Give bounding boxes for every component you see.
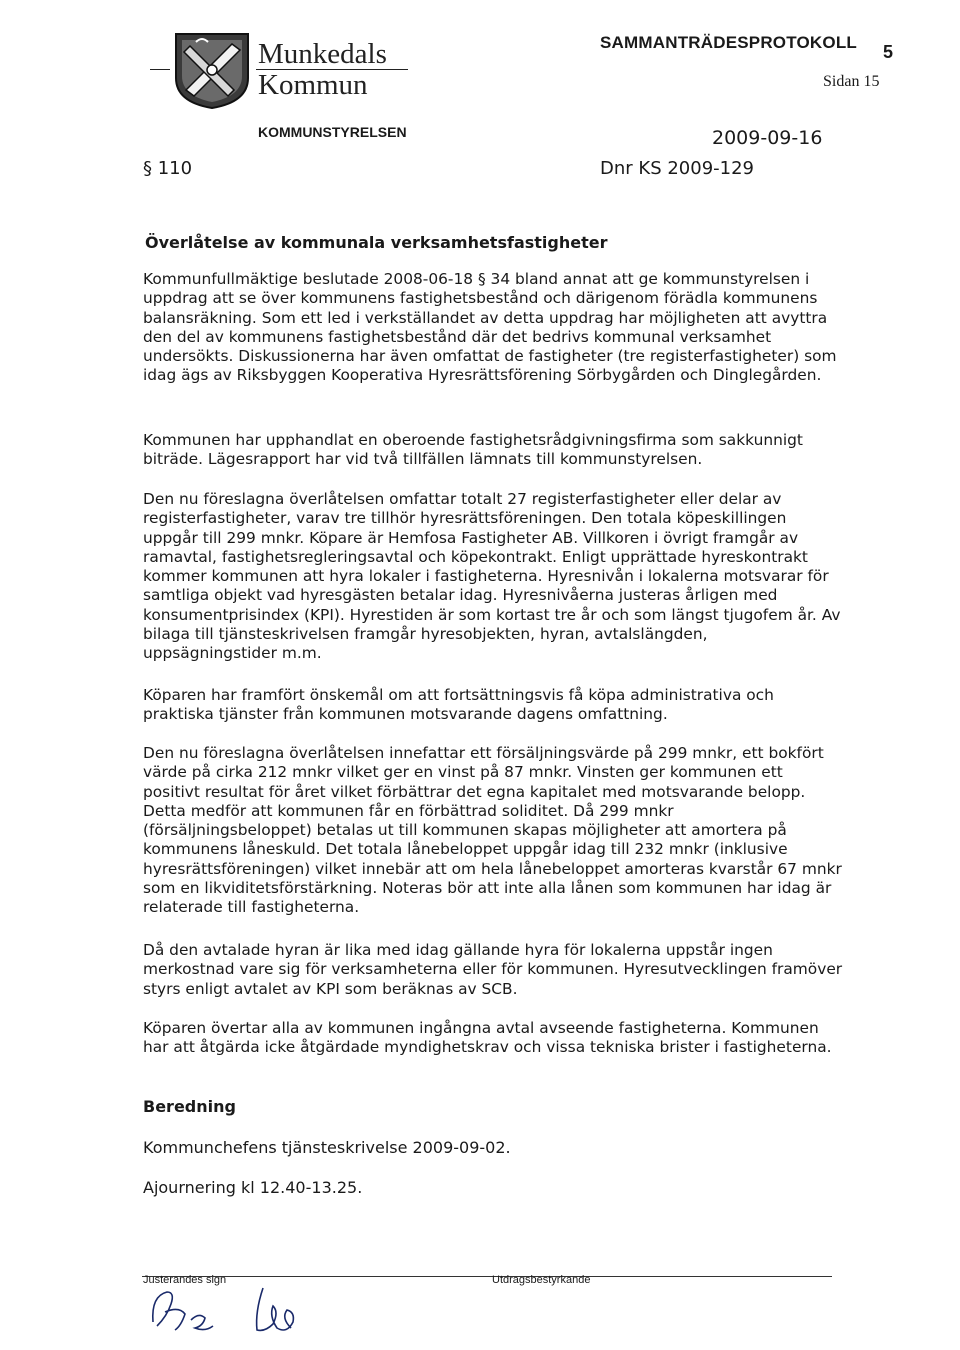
beredning-line-2: Ajournering kl 12.40-13.25. [143,1178,363,1197]
board-name: KOMMUNSTYRELSEN [258,124,407,140]
logo-rule-left [150,69,170,70]
paragraph-7: Köparen övertar alla av kommunen ingångna avtal avseende fastigheterna. Kommunen har att åtgärda icke åtgärdade myndighetskrav och vissa tekniska brister i fastigheterna. [143,1019,832,1057]
municipality-name-suffix: Kommun [258,69,368,101]
document-number: 5 [883,42,894,62]
section-heading-beredning: Beredning [143,1097,236,1116]
paragraph-4: Köparen har framfört önskemål om att fortsättningsvis få köpa administrativa och praktiska tjänster från kommunen motsvarande dagens omfattning. [143,686,774,724]
paragraph-5: Den nu föreslagna överlåtelsen innefattar ett försäljningsvärde på 299 mnkr, ett bokfört värde på cirka 212 mnkr vilket ger en vinst på 87 mnkr. Vinsten ger kommunen ett positivt resultat för året vilket förbättrar det egna kapitalet med motsvarande belopp. Detta medför att kommunen får en förbättrad soliditet. Då 299 mnkr (försäljningsbeloppet) betalas ut till kommunen skapas möjligheter att amortera på kommunens låneskuld. Det totala lånebeloppet uppgår idag till 232 mnkr (inklusive hyresrättsföreningen) vilket innebär att om hela lånebeloppet amorteras kvarstår 67 mnkr som en likviditetsförstärkning. Noteras bör att inte alla lånen som kommunen har idag är relaterade till fastigheterna. [143,744,842,917]
handwritten-signature [145,1282,325,1342]
footer-divider [142,1276,832,1277]
document-type: SAMMANTRÄDESPROTOKOLL [600,33,857,52]
diary-number: Dnr KS 2009-129 [600,158,755,179]
footer-label-signature: Justerandes sign [143,1274,227,1286]
page-label: Sidan 15 [823,73,880,90]
paragraph-3: Den nu föreslagna överlåtelsen omfattar totalt 27 registerfastigheter eller delar av registerfastigheter, varav tre tillhör hyresrättsföreningen. Den totala köpeskillingen uppgår till 299 mnkr. Köpare är Hemfosa Fastigheter AB. Villkoren i övrigt framgår av ramavtal, fastighetsregleringsavtal och köpekontrakt. Enligt upprättade hyreskontrakt kommer kommunen att hyra lokaler i fastigheterna. Hyresnivån i lokalerna motsvarar för samtliga objekt vad hyresgästen betalar idag. Hyresnivåerna justeras årligen med konsumentprisindex (KPI). Hyrestiden är som kortast tre år och som längst tjugofem år. Av bilaga till tjänsteskrivelsen framgår hyresobjekten, hyran, avtalslängden, uppsägningstider m.m. [143,490,841,663]
paragraph-6: Då den avtalade hyran är lika med idag gällande hyra för lokalerna uppstår ingen merkostnad vare sig för verksamheterna eller för kommunen. Hyresutvecklingen framöver styrs enligt avtalet av KPI som beräknas av SCB. [143,941,843,998]
municipality-name: Munkedals [258,38,387,70]
paragraph-2: Kommunen har upphandlat en oberoende fastighetsrådgivningsfirma som sakkunnigt biträde. Lägesrapport har vid två tillfällen lämnats till kommunstyrelsen. [143,431,803,469]
paragraph-number: § 110 [143,158,193,179]
paragraph-1: Kommunfullmäktige beslutade 2008-06-18 § 34 bland annat att ge kommunstyrelsen i uppdrag att se över kommunens fastighetsbestånd och därigenom förädla kommunens balansräkning. Som ett led i verkställandet av detta uppdrag har möjligheten att avyttra den del av kommunens fastighetsbestånd där det bedrivs kommunal verksamhet undersökts. Diskussionerna har även omfattat de fastigheter (tre registerfastigheter) som idag ägs av Riksbyggen Kooperativa Hyresrättsförening Sörbygården och Dinglegården. [143,270,837,385]
meeting-date: 2009-09-16 [712,127,823,149]
page-title: Överlåtelse av kommunala verksamhetsfastigheter [145,233,608,252]
coat-of-arms-icon [172,32,252,110]
beredning-line-1: Kommunchefens tjänsteskrivelse 2009-09-02. [143,1138,511,1157]
footer-label-certification: Utdragsbestyrkande [492,1274,591,1286]
